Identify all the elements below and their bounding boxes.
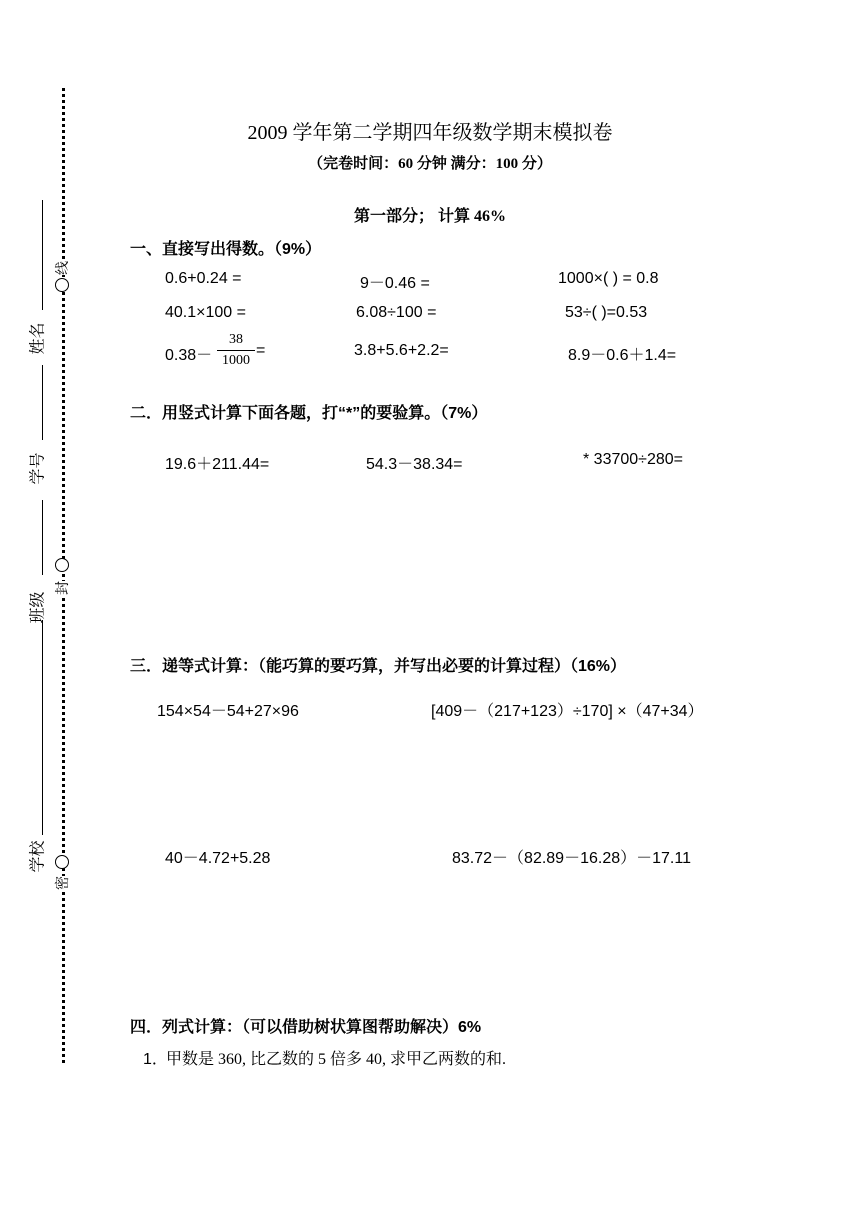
s4-problem-number: 1． xyxy=(143,1051,168,1068)
s1-item-4: 40.1×100 = xyxy=(165,304,246,321)
s3-item-1: 154×54－54+27×96 xyxy=(157,703,299,720)
s1-item-6: 53÷( )=0.53 xyxy=(565,304,648,321)
section-1-heading: 一、直接写出得数。（9%） xyxy=(130,241,322,258)
line-circle-icon xyxy=(55,278,69,292)
fraction-numerator: 38 xyxy=(229,332,243,347)
student-no-underline-bottom xyxy=(42,500,43,575)
secret-circle-icon xyxy=(55,855,69,869)
seal-mark: 封 xyxy=(52,581,72,595)
class-label: 班级 xyxy=(29,591,47,624)
line-mark: 线 xyxy=(52,261,72,275)
s1-item-7: 0.38－ xyxy=(165,347,213,364)
s1-item-8: 3.8+5.6+2.2= xyxy=(354,342,449,359)
s1-fraction xyxy=(217,332,255,369)
s3-item-3: 40－4.72+5.28 xyxy=(165,850,271,867)
s2-item-2: 54.3－38.34= xyxy=(366,456,463,473)
school-underline xyxy=(42,620,43,835)
s1-item-9: 8.9－0.6＋1.4= xyxy=(568,347,677,364)
name-label: 姓名 xyxy=(29,322,47,355)
section-4-heading: 四．列式计算：（可以借助树状算图帮助解决）6% xyxy=(130,1019,482,1036)
s2-item-3: * 33700÷280= xyxy=(583,451,683,468)
school-label: 学校 xyxy=(29,840,47,873)
student-no-label: 学号 xyxy=(29,452,47,485)
s3-item-2: [409－（217+123）÷170] ×（47+34） xyxy=(431,703,704,720)
s1-item-1: 0.6+0.24 = xyxy=(165,270,242,287)
fraction-bar xyxy=(217,350,255,351)
s4-problem-text: 甲数是 360, 比乙数的 5 倍多 40, 求甲乙两数的和. xyxy=(166,1051,507,1068)
section-3-heading: 三．递等式计算：（能巧算的要巧算，并写出必要的计算过程）（16%） xyxy=(130,658,627,675)
part-one-heading: 第一部分； 计算 46% xyxy=(353,208,506,225)
binding-dotted-line xyxy=(62,88,65,1063)
fraction-denominator: 1000 xyxy=(222,353,250,368)
student-no-underline-top xyxy=(42,365,43,440)
s1-item-5: 6.08÷100 = xyxy=(356,304,437,321)
page-title: 2009 学年第二学期四年级数学期末模拟卷 xyxy=(247,122,613,144)
s1-fraction-equals: = xyxy=(256,342,266,359)
s1-item-3: 1000×( ) = 0.8 xyxy=(558,270,659,287)
s1-item-2: 9－0.46 = xyxy=(360,275,430,292)
section-2-heading: 二．用竖式计算下面各题，打“*”的要验算。（7%） xyxy=(130,405,488,422)
secret-mark: 密 xyxy=(52,876,72,890)
page-subtitle: （完卷时间：60 分钟 满分：100 分） xyxy=(308,156,552,172)
seal-circle-icon xyxy=(55,558,69,572)
s2-item-1: 19.6＋211.44= xyxy=(165,456,270,473)
s3-item-4: 83.72－（82.89－16.28）－17.11 xyxy=(452,850,691,867)
